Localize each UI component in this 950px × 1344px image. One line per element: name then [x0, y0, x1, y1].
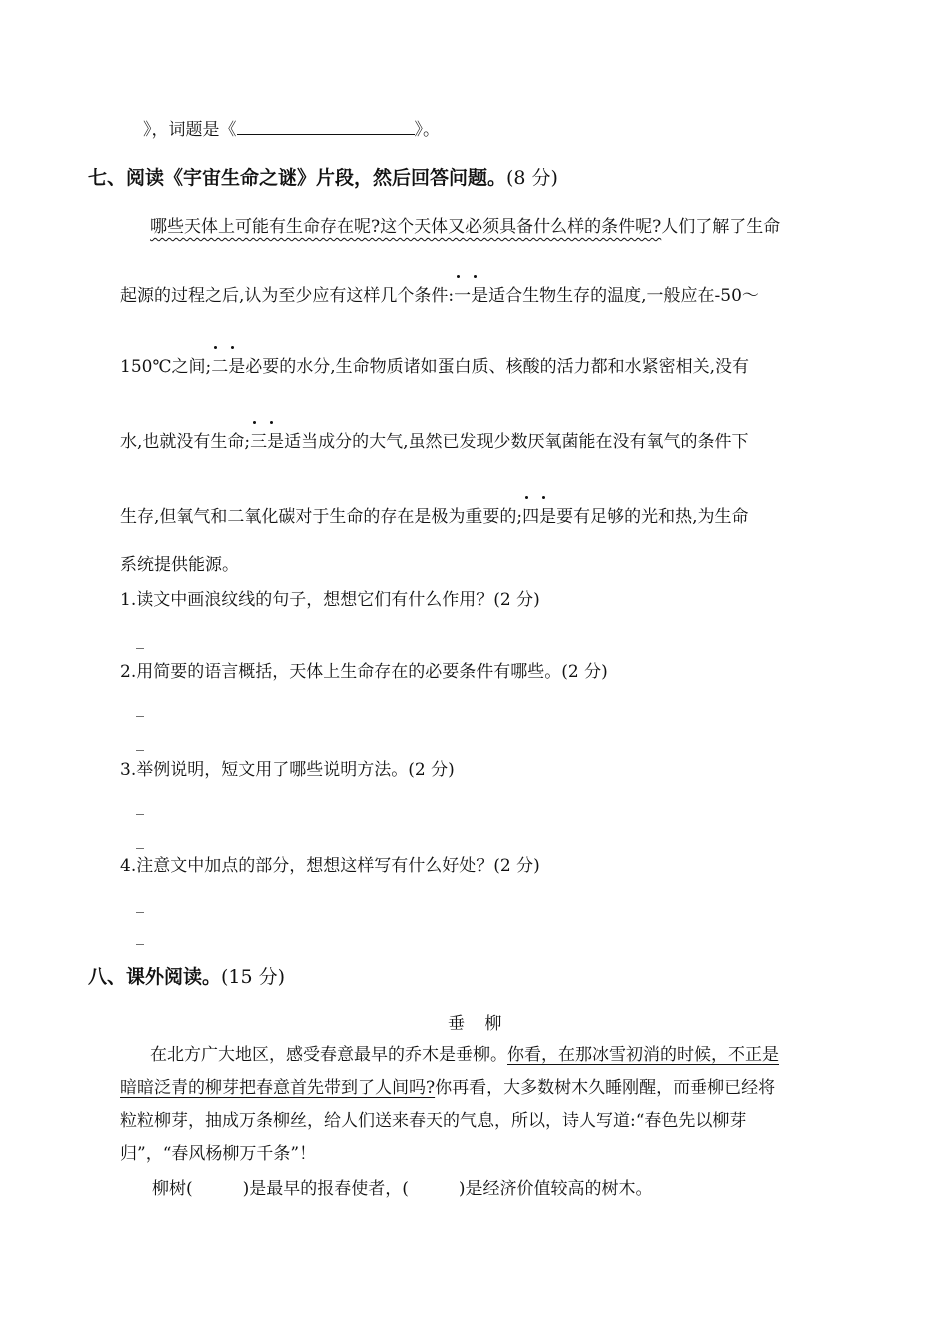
- answer-line[interactable]: _: [136, 926, 144, 945]
- section-8-title: 八、课外阅读。: [88, 966, 222, 988]
- question-1: 1.读文中画浪纹线的句子，想想它们有什么作用？(2 分): [120, 590, 540, 610]
- question-4: 4.注意文中加点的部分，想想这样写有什么好处？(2 分): [120, 856, 540, 876]
- dotted-emphasis: 四是: [522, 507, 557, 527]
- passage-text: 要有足够的光和热,为生命: [556, 507, 749, 527]
- dotted-emphasis: 二是: [211, 357, 246, 377]
- section-7-points: (8 分): [506, 167, 558, 189]
- section-7-title: 七、阅读《宇宙生命之谜》片段，然后回答问题。: [88, 167, 507, 189]
- prev-question-left: 》，词题是《: [143, 120, 237, 140]
- passage-line-1: [150, 215, 780, 239]
- passage-line-2: [120, 284, 759, 308]
- answer-line[interactable]: _: [136, 630, 144, 649]
- passage-text: 150℃之间;: [120, 357, 212, 377]
- passage-line-3: [120, 355, 749, 379]
- passage-line-4: [120, 430, 749, 454]
- passage-line-6: [120, 553, 239, 577]
- answer-line[interactable]: _: [136, 732, 144, 751]
- underlined-sentence: 暗暗泛青的柳芽把春意首先带到了人间吗?: [120, 1078, 436, 1098]
- prev-question-right: 》。: [414, 120, 440, 140]
- prev-question-line: [143, 118, 440, 142]
- passage-text: 系统提供能源。: [120, 555, 239, 575]
- answer-line[interactable]: _: [136, 894, 144, 913]
- passage-text: 适当成分的大气,虽然已发现少数厌氧菌能在没有氧气的条件下: [284, 432, 749, 452]
- passage-text: 必要的水分,生命物质诸如蛋白质、核酸的活力都和水紧密相关,没有: [245, 357, 750, 377]
- question-2: 2.用简要的语言概括，天体上生命存在的必要条件有哪些。(2 分): [120, 662, 608, 682]
- article-text: 柳树(: [152, 1179, 193, 1199]
- passage-text: 人们了解了生命: [661, 217, 781, 237]
- underlined-sentence: 你看，在那冰雪初消的时候，不正是: [507, 1045, 779, 1065]
- article-line-1: [150, 1043, 779, 1067]
- article-line-4: 归”，“春风杨柳万千条”！: [120, 1144, 317, 1164]
- dotted-emphasis: 一是: [454, 286, 489, 306]
- article-text: 你再看，大多数树木久睡刚醒，而垂柳已经将: [435, 1078, 776, 1098]
- answer-blank[interactable]: [237, 118, 415, 135]
- passage-line-5: [120, 505, 749, 529]
- question-3: 3.举例说明，短文用了哪些说明方法。(2 分): [120, 760, 455, 780]
- dotted-emphasis: 三是: [250, 432, 285, 452]
- passage-text: 适合生物生存的温度,一般应在-50～: [488, 286, 759, 306]
- article-text: 在北方广大地区，感受春意最早的乔木是垂柳。: [150, 1045, 507, 1065]
- article-text: )是经济价值较高的树木。: [458, 1179, 653, 1199]
- wavy-sentence: 哪些天体上可能有生命存在呢?这个天体又必须具备什么样的条件呢?: [150, 217, 662, 237]
- answer-line[interactable]: _: [136, 796, 144, 815]
- section-8-points: (15 分): [221, 966, 286, 988]
- answer-line[interactable]: _: [136, 698, 144, 717]
- article-line-5: [152, 1177, 653, 1201]
- article-line-3: 粒粒柳芽，抽成万条柳丝，给人们送来春天的气息，所以，诗人写道:“春色先以柳芽: [120, 1111, 747, 1131]
- section-8-heading: [88, 965, 285, 989]
- article-title: 垂 柳: [448, 1014, 502, 1034]
- answer-line[interactable]: _: [136, 830, 144, 849]
- section-7-heading: [88, 166, 558, 190]
- article-line-2: [120, 1076, 775, 1100]
- passage-text: 水,也就没有生命;: [120, 432, 251, 452]
- passage-text: 生存,但氧气和二氧化碳对于生命的存在是极为重要的;: [120, 507, 523, 527]
- passage-text: 起源的过程之后,认为至少应有这样几个条件:: [120, 286, 455, 306]
- article-text: )是最早的报春使者，(: [242, 1179, 409, 1199]
